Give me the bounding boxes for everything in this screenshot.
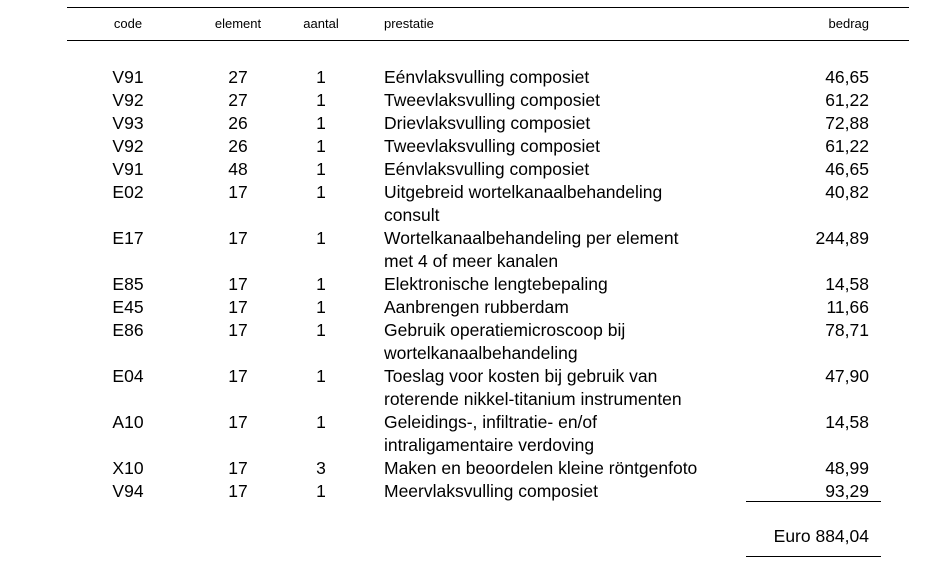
cell-element: 17 <box>228 182 248 202</box>
cell-bedrag: 46,65 <box>825 67 869 87</box>
table-row <box>0 112 951 135</box>
prestatie-line: Aanbrengen rubberdam <box>384 297 569 317</box>
cell-bedrag: 61,22 <box>825 90 869 110</box>
cell-code: E17 <box>112 228 144 248</box>
prestatie-line: consult <box>384 205 440 225</box>
cell-prestatie <box>384 158 754 181</box>
cell-element: 17 <box>228 366 248 386</box>
cell-bedrag: 14,58 <box>825 274 869 294</box>
prestatie-line: Eénvlaksvulling composiet <box>384 67 590 87</box>
cell-prestatie <box>384 112 754 135</box>
cell-element: 27 <box>228 67 248 87</box>
cell-aantal: 1 <box>316 297 326 317</box>
table-row <box>0 135 951 158</box>
table-row <box>0 227 951 273</box>
cell-bedrag: 78,71 <box>825 320 869 340</box>
cell-code: V91 <box>112 159 144 179</box>
cell-bedrag: 244,89 <box>815 228 869 248</box>
cell-prestatie <box>384 319 754 365</box>
total-underline <box>746 556 881 557</box>
cell-aantal: 1 <box>316 274 326 294</box>
cell-prestatie <box>384 457 754 480</box>
cell-element: 17 <box>228 320 248 340</box>
cell-code: V93 <box>112 113 144 133</box>
column-header-prestatie: prestatie <box>384 16 434 31</box>
invoice-total: Euro 884,04 <box>773 526 869 546</box>
prestatie-line: Uitgebreid wortelkanaalbehandeling <box>384 182 663 202</box>
prestatie-line: Eénvlaksvulling composiet <box>384 159 590 179</box>
column-header-bedrag: bedrag <box>828 16 869 31</box>
cell-code: E85 <box>112 274 144 294</box>
cell-prestatie <box>384 365 754 411</box>
cell-bedrag: 48,99 <box>825 458 869 478</box>
prestatie-line: Meervlaksvulling composiet <box>384 481 598 501</box>
column-header-code: code <box>113 16 143 31</box>
cell-code: V92 <box>112 90 144 110</box>
cell-bedrag: 93,29 <box>825 481 869 501</box>
table-row <box>0 365 951 411</box>
cell-aantal: 1 <box>316 366 326 386</box>
cell-aantal: 1 <box>316 159 326 179</box>
cell-prestatie <box>384 296 754 319</box>
prestatie-line: Drievlaksvulling composiet <box>384 113 591 133</box>
cell-element: 48 <box>228 159 248 179</box>
cell-element: 17 <box>228 412 248 432</box>
subtotal-rule <box>746 501 881 502</box>
cell-bedrag: 46,65 <box>825 159 869 179</box>
cell-element: 17 <box>228 458 248 478</box>
cell-code: V91 <box>112 67 144 87</box>
prestatie-line: Geleidings-, infiltratie- en/of <box>384 412 598 432</box>
cell-prestatie <box>384 227 754 273</box>
prestatie-line: intraligamentaire verdoving <box>384 435 595 455</box>
cell-prestatie <box>384 480 754 503</box>
cell-aantal: 3 <box>316 458 326 478</box>
table-row <box>0 411 951 457</box>
cell-prestatie <box>384 89 754 112</box>
cell-element: 17 <box>228 274 248 294</box>
cell-bedrag: 61,22 <box>825 136 869 156</box>
cell-prestatie <box>384 273 754 296</box>
table-row <box>0 457 951 480</box>
prestatie-line: roterende nikkel-titanium instrumenten <box>384 389 682 409</box>
cell-prestatie <box>384 411 754 457</box>
prestatie-line: met 4 of meer kanalen <box>384 251 559 271</box>
prestatie-line: Toeslag voor kosten bij gebruik van <box>384 366 658 386</box>
cell-bedrag: 72,88 <box>825 113 869 133</box>
line-items <box>0 66 951 503</box>
cell-bedrag: 14,58 <box>825 412 869 432</box>
cell-code: X10 <box>112 458 144 478</box>
prestatie-line: Tweevlaksvulling composiet <box>384 90 600 110</box>
table-row <box>0 181 951 227</box>
cell-element: 17 <box>228 297 248 317</box>
column-header-aantal: aantal <box>303 16 339 31</box>
cell-code: E86 <box>112 320 144 340</box>
cell-prestatie <box>384 135 754 158</box>
cell-aantal: 1 <box>316 182 326 202</box>
cell-aantal: 1 <box>316 136 326 156</box>
cell-bedrag: 40,82 <box>825 182 869 202</box>
cell-element: 17 <box>228 481 248 501</box>
column-header-element: element <box>214 16 262 31</box>
table-row <box>0 89 951 112</box>
cell-aantal: 1 <box>316 320 326 340</box>
cell-code: V94 <box>112 481 144 501</box>
table-row <box>0 296 951 319</box>
header-bottom-rule <box>67 40 909 41</box>
cell-bedrag: 11,66 <box>826 297 869 317</box>
table-row <box>0 319 951 365</box>
cell-element: 27 <box>228 90 248 110</box>
cell-aantal: 1 <box>316 228 326 248</box>
prestatie-line: Tweevlaksvulling composiet <box>384 136 600 156</box>
table-row <box>0 66 951 89</box>
prestatie-line: Elektronische lengtebepaling <box>384 274 608 294</box>
cell-element: 17 <box>228 228 248 248</box>
cell-aantal: 1 <box>316 67 326 87</box>
prestatie-line: wortelkanaalbehandeling <box>384 343 578 363</box>
cell-aantal: 1 <box>316 412 326 432</box>
cell-aantal: 1 <box>316 481 326 501</box>
cell-prestatie <box>384 66 754 89</box>
cell-aantal: 1 <box>316 90 326 110</box>
cell-aantal: 1 <box>316 113 326 133</box>
cell-prestatie <box>384 181 754 227</box>
cell-bedrag: 47,90 <box>825 366 869 386</box>
cell-code: E02 <box>112 182 144 202</box>
prestatie-line: Maken en beoordelen kleine röntgenfoto <box>384 458 698 478</box>
table-row <box>0 273 951 296</box>
header-top-rule <box>67 7 909 8</box>
table-row <box>0 480 951 503</box>
cell-element: 26 <box>228 113 248 133</box>
prestatie-line: Wortelkanaalbehandeling per element <box>384 228 679 248</box>
prestatie-line: Gebruik operatiemicroscoop bij <box>384 320 626 340</box>
cell-code: E45 <box>112 297 144 317</box>
cell-code: E04 <box>112 366 144 386</box>
cell-element: 26 <box>228 136 248 156</box>
cell-code: V92 <box>112 136 144 156</box>
table-row <box>0 158 951 181</box>
cell-code: A10 <box>112 412 144 432</box>
